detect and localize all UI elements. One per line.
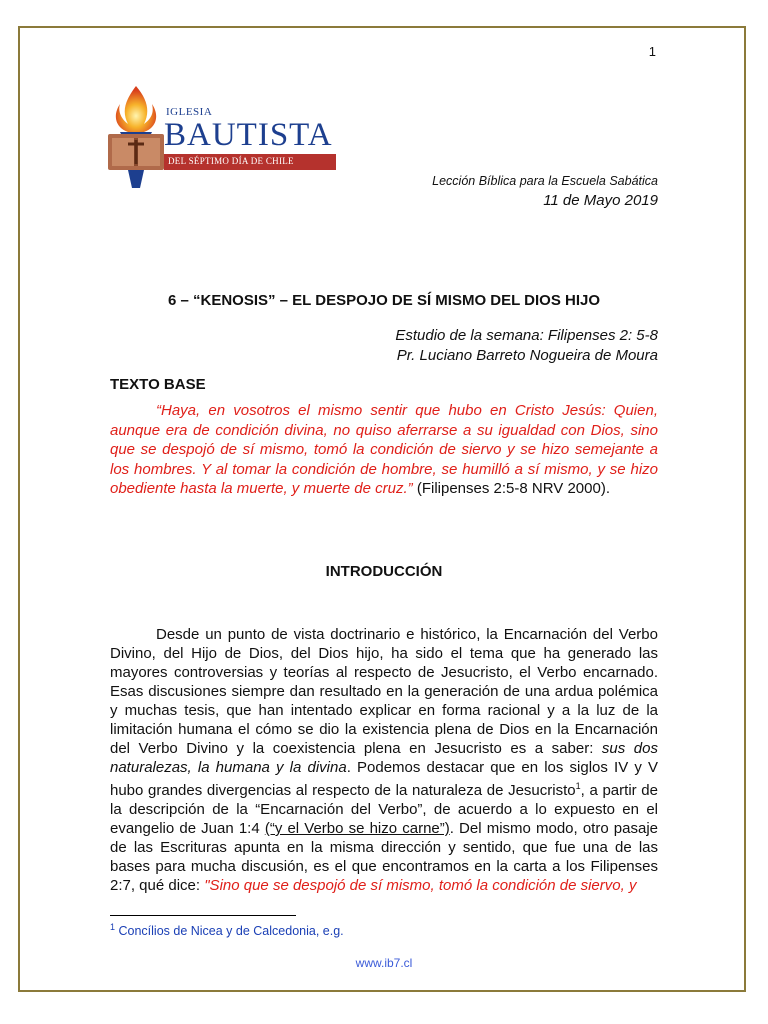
study-info xyxy=(395,326,658,366)
study-week: Estudio de la semana: Filipenses 2: 5-8 xyxy=(395,327,658,344)
intro-text-4: . Del mismo modo, otro pasaje de las Escrituras apunta en la misma dirección y sentido, que fue una de las bases para mucha discusión, es el que encontramos en la carta a los Filipenses 2:7, qué dice: xyxy=(110,820,659,894)
logo-banner xyxy=(164,154,336,170)
lesson-date: 11 de Mayo 2019 xyxy=(543,192,658,209)
logo-big-text: BAUTISTA xyxy=(164,117,333,153)
intro-text-2: . Podemos destacar que en los siglos IV y V hubo grandes divergencias al respecto de la naturaleza de Jesucristo xyxy=(110,759,658,799)
intro-heading: INTRODUCCIÓN xyxy=(325,563,443,580)
document-title: 6 – “KENOSIS” – EL DESPOJO DE SÍ MISMO DEL DIOS HIJO xyxy=(167,292,601,309)
footnote-text: Concílios de Nicea y de Calcedonia, e.g. xyxy=(115,924,344,939)
logo-small-text: IGLESIA xyxy=(166,106,213,118)
church-logo xyxy=(106,84,338,190)
study-author: Pr. Luciano Barreto Nogueira de Moura xyxy=(396,347,658,364)
intro-italic: sus dos naturalezas, la humana y la divina xyxy=(110,740,658,776)
footnote-divider xyxy=(110,915,296,916)
intro-red-quote: "Sino que se despojó de sí mismo, tomó la condición de siervo, y xyxy=(204,877,637,894)
intro-text-1: Desde un punto de vista doctrinario e histórico, la Encarnación del Verbo Divino, del Hijo de Dios, del Dios hijo, ha sido el tema que ha generado las mayores controversias y teorías al respecto de Jesucristo, el Verbo encarnado. Esas discusiones siempre dan resultado en la generación de una ardua polémica y muchas tesis, que han intentado explicar en forma racional y a la luz de la limitación humana el cómo se dio la existencia plena de Dios en la Encarnación del Verbo Divino y la coexistencia plena en Jesucristo es a saber: xyxy=(110,626,658,757)
lesson-label: Lección Bíblica para la Escuela Sabática xyxy=(432,174,658,188)
torch-icon xyxy=(106,84,166,190)
logo-banner-text: DEL SÉPTIMO DÍA DE CHILE xyxy=(168,156,294,166)
footnote-ref[interactable]: 1 xyxy=(575,781,581,791)
intro-underlined-quote: (“y el Verbo se hizo carne”) xyxy=(264,820,450,837)
footer-url-link[interactable]: www.ib7.cl xyxy=(355,956,413,970)
intro-text-3: , a partir de la descripción de la “Encarnación del Verbo”, de acuerdo a lo expuesto en el evangelio de Juan 1:4 xyxy=(110,782,658,837)
footnote-mark: 1 xyxy=(110,922,116,932)
quote-text: “Haya, en vosotros el mismo sentir que hubo en Cristo Jesús: Quien, aunque era de condición divina, no quiso aferrarse a su igualdad con Dios, sino que se despojó de sí mismo, tomó la condición de siervo y se hizo semejante a los hombres. Y al tomar la condición de hombre, se humilló a sí mismo, y se hizo obediente hasta la muerte, y muerte de cruz.” xyxy=(110,402,658,497)
intro-paragraph xyxy=(110,625,658,895)
footnote xyxy=(110,922,344,938)
quote-reference: (Filipenses 2:5-8 NRV 2000). xyxy=(412,480,610,497)
page-number: 1 xyxy=(648,44,656,59)
texto-base-heading: TEXTO BASE xyxy=(110,376,206,393)
texto-base-quote xyxy=(110,401,658,499)
